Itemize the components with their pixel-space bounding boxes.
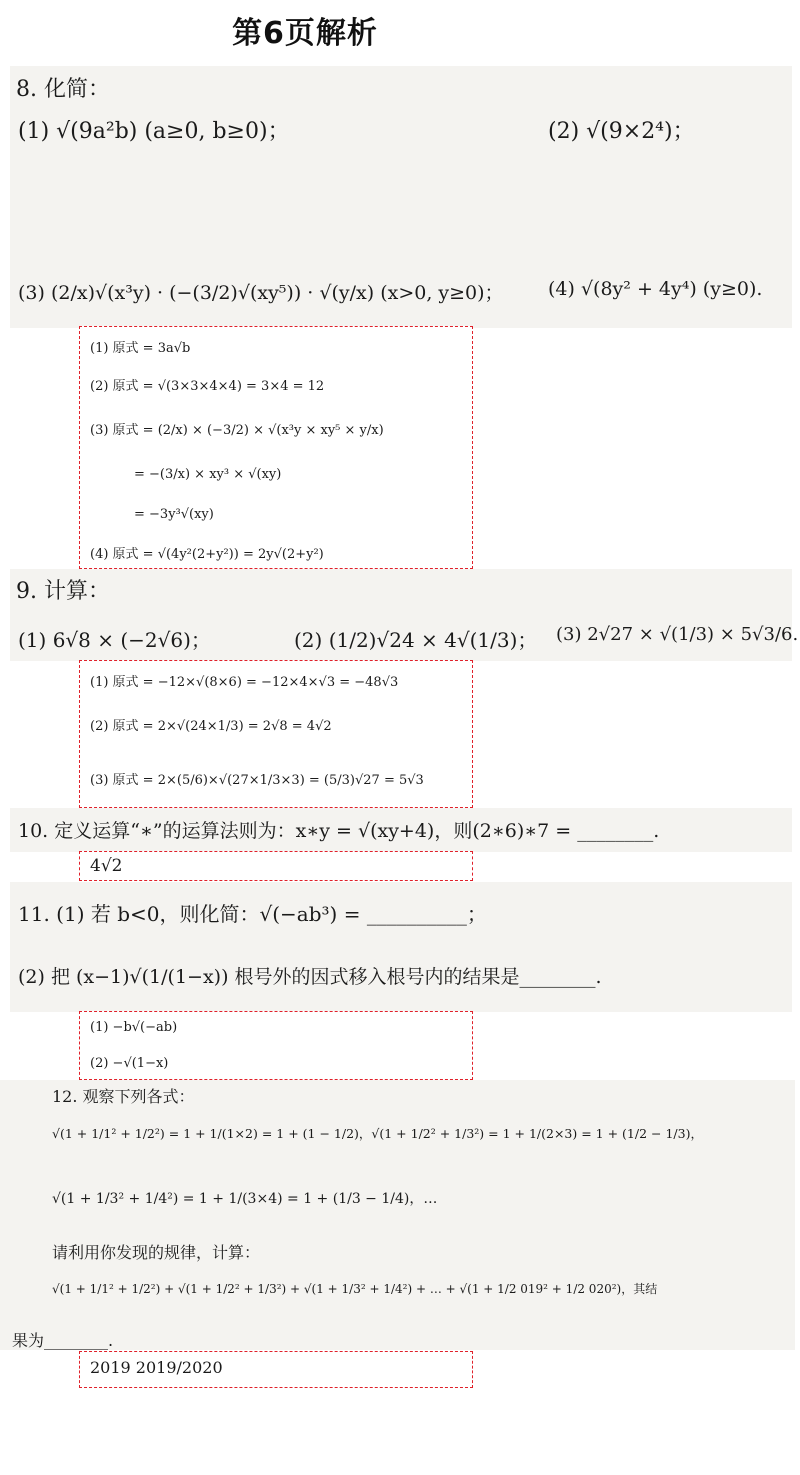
q9-heading: 9. 计算： — [16, 579, 110, 604]
q9-part-2: (2) (1/2)√24 × 4√(1/3)； — [294, 628, 538, 652]
q12-line-5: 果为________. — [12, 1331, 114, 1350]
q8-part-3: (3) (2/x)√(x³y) · (−(3/2)√(xy⁵)) · √(y/x) (x>0, y≥0)； — [18, 282, 504, 304]
q8-answer-box — [79, 326, 473, 569]
q8-answer-3-step-3: = −3y³√(xy) — [134, 507, 214, 522]
q12-heading: 12. 观察下列各式： — [52, 1087, 195, 1106]
q9-answer-1: (1) 原式 = −12×√(8×6) = −12×4×√3 = −48√3 — [90, 675, 399, 690]
q9-answer-3: (3) 原式 = 2×(5/6)×√(27×1/3×3) = (5/3)√27 = 5√3 — [90, 773, 424, 788]
q12-answer: 2019 2019/2020 — [90, 1358, 223, 1377]
q9-answer-box — [79, 660, 473, 808]
q9-part-1: (1) 6√8 × (−2√6)； — [18, 628, 211, 652]
q11-part-2: (2) 把 (x−1)√(1/(1−x)) 根号外的因式移入根号内的结果是________. — [18, 966, 602, 988]
q9-answer-2: (2) 原式 = 2×√(24×1/3) = 2√8 = 4√2 — [90, 719, 332, 734]
q8-answer-1: (1) 原式 = 3a√b — [90, 341, 191, 356]
q8-answer-2: (2) 原式 = √(3×3×4×4) = 3×4 = 12 — [90, 379, 325, 394]
q8-answer-3-step-2: = −(3/x) × xy³ × √(xy) — [134, 467, 282, 482]
q8-part-4: (4) √(8y² + 4y⁴) (y≥0). — [548, 278, 763, 300]
page-title: 第6页解析 — [232, 16, 378, 51]
q8-part-2: (2) √(9×2⁴)； — [548, 119, 695, 144]
q12-line-2: √(1 + 1/3² + 1/4²) = 1 + 1/(3×4) = 1 + (1/3 − 1/4)，… — [52, 1191, 438, 1207]
q12-line-4: √(1 + 1/1² + 1/2²) + √(1 + 1/2² + 1/3²) + √(1 + 1/3² + 1/4²) + … + √(1 + 1/2 019² + 1/2 020²)，其结 — [52, 1282, 658, 1296]
q8-part-1: (1) √(9a²b) (a≥0, b≥0)； — [18, 119, 290, 144]
q12-line-1: √(1 + 1/1² + 1/2²) = 1 + 1/(1×2) = 1 + (1 − 1/2)，√(1 + 1/2² + 1/3²) = 1 + 1/(2×3) = 1 + (1/2 − 1/3)， — [52, 1126, 703, 1141]
q9-part-3: (3) 2√27 × √(1/3) × 5√3/6. — [556, 624, 799, 645]
question-12-scan — [0, 1080, 795, 1350]
q11-answer-1: (1) −b√(−ab) — [90, 1020, 178, 1035]
q12-answer-box — [79, 1351, 473, 1388]
q10-text: 10. 定义运算“∗”的运算法则为：x∗y = √(xy+4)，则(2∗6)∗7 = ________. — [18, 820, 660, 842]
q8-answer-3: (3) 原式 = (2/x) × (−3/2) × √(x³y × xy⁵ × y/x) — [90, 423, 384, 438]
q8-heading: 8. 化简： — [16, 77, 110, 102]
q10-answer-box — [79, 851, 473, 881]
q11-part-1: 11. (1) 若 b<0，则化简：√(−ab³) = __________； — [18, 902, 487, 926]
q11-answer-box — [79, 1011, 473, 1080]
q10-answer: 4√2 — [90, 856, 123, 876]
q12-line-3: 请利用你发现的规律，计算： — [52, 1243, 261, 1262]
q8-answer-4: (4) 原式 = √(4y²(2+y²)) = 2y√(2+y²) — [90, 547, 324, 562]
q11-answer-2: (2) −√(1−x) — [90, 1056, 169, 1071]
